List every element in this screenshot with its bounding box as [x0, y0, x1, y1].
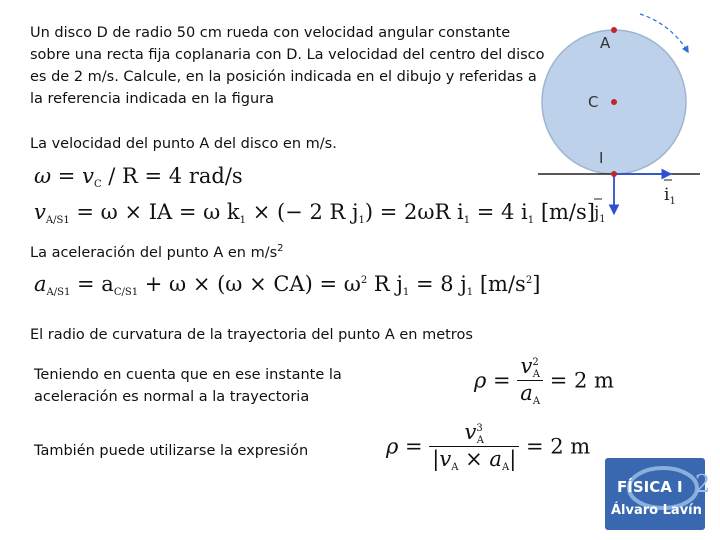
rho1-den: a [520, 381, 533, 405]
problem-line-4: la referencia indicada en la figura [30, 91, 274, 107]
rho1-den-sub: A [532, 396, 541, 407]
rho1-num: v [520, 354, 533, 378]
acc-unit: [m/s [473, 272, 526, 296]
rho2-den-end: | [509, 447, 517, 471]
rho1-num-sub: A [532, 369, 540, 380]
acc-rhs3: R j [367, 272, 403, 296]
equation-rho-1 [474, 354, 614, 407]
equation-omega [34, 164, 243, 190]
acc-unit-exp: 2 [525, 275, 533, 286]
rho1-fraction [517, 354, 543, 407]
rho2-den-mid: × a [458, 447, 502, 471]
point-A [611, 27, 617, 33]
problem-statement [30, 22, 545, 110]
equation-velocity: $v_{A/S1} = \omega$ × IA = ω $k_1$ × (− 2 R $j_1) = 2\omega R$ $i_1 = 4$ $i_1$ [m/s] [34, 200, 595, 226]
question-velocity: La velocidad del punto A del disco en m/s. [30, 136, 337, 152]
rho2-fraction [429, 420, 519, 473]
rho2-den-sub2: A [501, 462, 510, 473]
acc-rhs4: = 8 j [409, 272, 467, 296]
note-alternative-expression: También puede utilizarse la expresión [34, 443, 309, 459]
vel-rhs4: = 4 i [470, 200, 528, 224]
acc-rhs1: = a [70, 272, 114, 296]
acc-rhs2: + ω × (ω × CA) = ω [138, 272, 361, 296]
vel-sub: A/S [45, 215, 64, 226]
rho2-lhs: ρ = [386, 434, 430, 459]
vel-sub2: 1 [63, 215, 70, 226]
svg-text:2: 2 [695, 470, 711, 498]
q2-exp: 2 [277, 243, 284, 254]
q2-label: La aceleración del punto A en m/s [30, 244, 278, 261]
vel-rhs2: × (− 2 R j [246, 200, 359, 224]
logo-image [605, 458, 711, 530]
problem-line-1: Un disco D de radio 50 cm rueda con velocidad angular constante [30, 25, 511, 41]
omega-sub: C [93, 179, 102, 190]
disk-figure [530, 0, 720, 230]
label-i-vector: $i_1$ [664, 185, 676, 207]
vel-rhs3: ) = 2ωR i [364, 200, 464, 224]
label-C: C [588, 93, 599, 111]
logo-line-2: Álvaro Lavín [611, 503, 702, 518]
vel-rhs1: = ω × IA = ω k [69, 200, 240, 224]
rho1-rhs: = 2 m [543, 368, 614, 393]
label-I: I [599, 149, 604, 167]
note1-line-1: Teniendo en cuenta que en ese instante la [34, 367, 342, 383]
acc-unit-end: ] [532, 272, 541, 296]
rho2-num: v [464, 420, 477, 444]
vel-lhs: v [34, 200, 46, 224]
equation-acceleration: $a_{A/S1} = a_{C/S1} + \omega \times (\omega \times CA) = \omega^2$ R $j_1 = 8$ $j_1$ $[m/s^2]$ [34, 272, 541, 298]
rho2-num-exp: 3 [476, 423, 483, 434]
acc-sub: A/S [46, 287, 64, 298]
question-curvature: El radio de curvatura de la trayectoria del punto A en metros [30, 327, 473, 343]
rho1-lhs: ρ = [474, 368, 518, 393]
note-normal-acceleration [34, 364, 342, 408]
fisica-logo [605, 458, 711, 530]
acc-exp: 2 [360, 275, 368, 286]
omega-rest: / R = 4 rad/s [101, 164, 243, 188]
label-j-vector: $j_1$ [594, 203, 606, 225]
problem-line-2: sobre una recta fija coplanaria con D. La velocidad del centro del disco [30, 47, 545, 63]
omega-lhs: ω = v [34, 164, 94, 188]
question-acceleration [30, 238, 284, 264]
acc-lhs: a [34, 272, 47, 296]
rho2-num-sub: A [476, 435, 485, 446]
rho2-rhs: = 2 m [519, 434, 591, 459]
acc-sub2: 1 [63, 287, 71, 298]
point-C [611, 99, 617, 105]
acc-sub3: C/S [113, 287, 132, 298]
point-I [611, 171, 617, 177]
vel-unit: [m/s] [534, 200, 595, 224]
rho2-den: |v [432, 447, 452, 471]
logo-line-1: FÍSICA I [617, 478, 683, 496]
note1-line-2: aceleración es normal a la trayectoria [34, 389, 310, 405]
rho1-num-exp: 2 [532, 357, 539, 368]
equation-rho-2 [386, 420, 590, 473]
label-A: A [600, 34, 611, 52]
rho2-den-sub1: A [451, 462, 459, 473]
problem-line-3: es de 2 m/s. Calcule, en la posición indicada en el dibujo y referidas a [30, 69, 537, 85]
acc-sub4: 1 [131, 287, 139, 298]
